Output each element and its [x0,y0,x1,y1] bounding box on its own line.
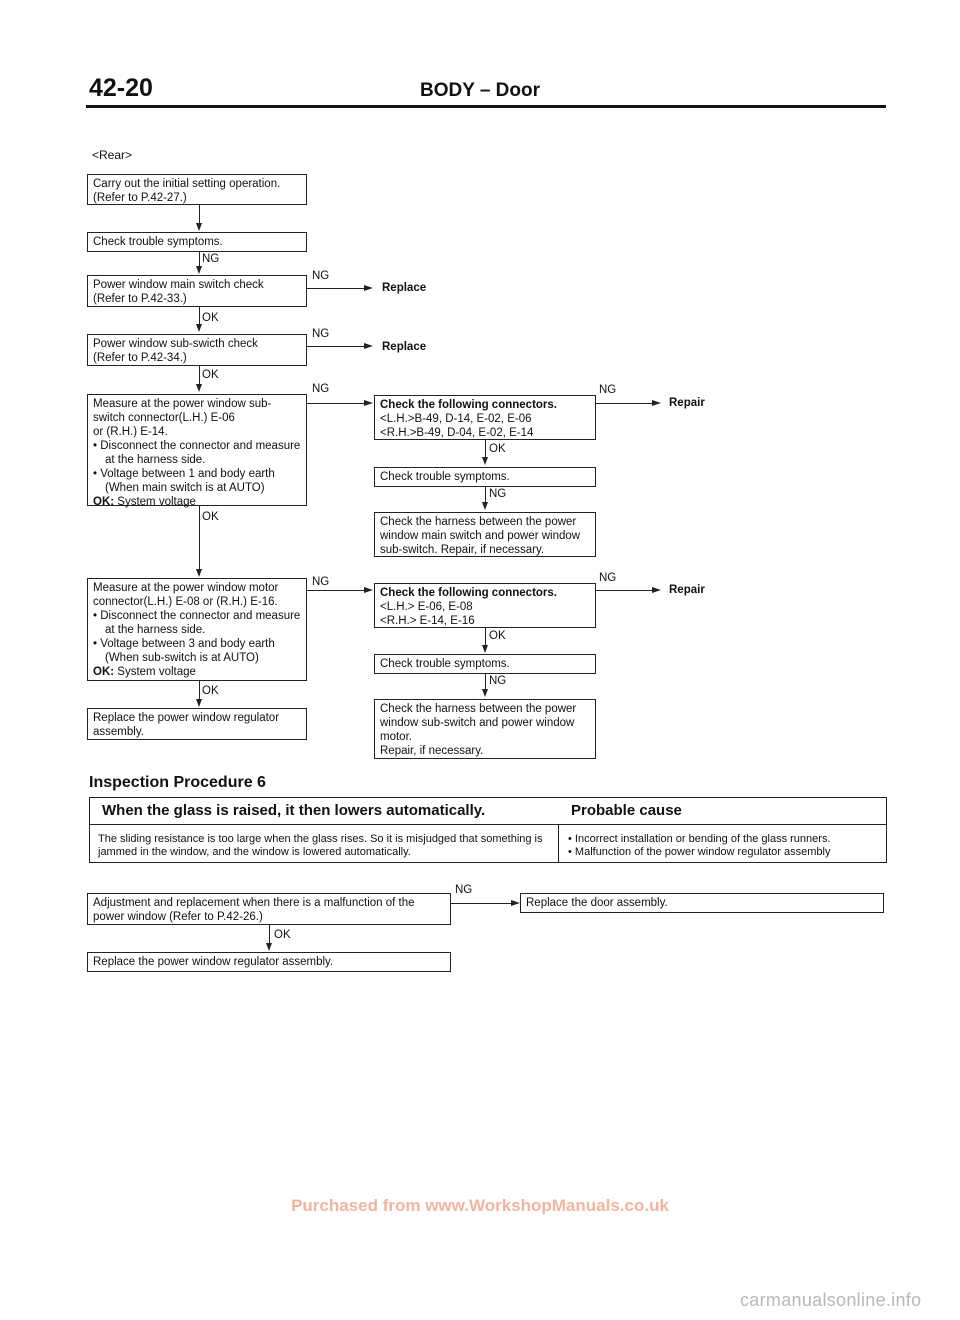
ng-label: NG [312,576,330,588]
check1-text: Check trouble symptoms. [93,236,223,248]
down-arrow-icon [196,384,202,392]
repair-result: Repair [669,397,705,409]
sub-switch-line1: Power window sub-swicth check [93,338,258,350]
down-arrow-icon [196,266,202,274]
footer-site-mark: carmanualsonline.info [740,1290,922,1310]
conn1-line1: Check the following connectors. [380,399,557,411]
right-arrow-icon [364,587,373,593]
measure2-bullet2: • Voltage between 3 and body earth (When sub-switch is at AUTO) [93,638,275,664]
ng-label: NG [489,488,507,500]
right-arrow-icon [652,400,661,406]
rear-section-tag: <Rear> [92,148,133,162]
connector-line [269,925,270,945]
sub-switch-check-box [87,334,307,366]
down-arrow-icon [266,943,272,951]
regulator2-text: Replace the power window regulator assembly. [93,956,334,968]
measure1-ok-text: System voltage [117,496,196,508]
adjust-line1: Adjustment and replacement when there is a malfunction of the [93,897,415,909]
measure2-ok-label: OK: [93,666,115,678]
measure1-line2: switch connector(L.H.) E-06 [93,412,235,424]
procedure-description: The sliding resistance is too large when the glass rises. So it is misjudged that something is jammed in the window, and the window is lowered automatically. [98,833,543,858]
initial-line1: Carry out the initial setting operation. [93,178,281,190]
down-arrow-icon [482,502,488,510]
watermark: Purchased from www.WorkshopManuals.co.uk [291,1196,669,1215]
right-arrow-icon [364,400,373,406]
ok-label: OK [202,685,219,697]
measure2-ok-text: System voltage [117,666,196,678]
right-arrow-icon [652,587,661,593]
procedure-symptom: When the glass is raised, it then lowers automatically. [102,802,486,819]
check3-text: Check trouble symptoms. [380,658,510,670]
ok-label: OK [489,630,506,642]
check-symptoms-box-2 [374,467,596,487]
harness2-line4: Repair, if necessary. [380,745,484,757]
initial-setting-box [87,174,307,205]
down-arrow-icon [482,689,488,697]
connector-line [451,903,511,904]
measure2-bullet1: • Disconnect the connector and measure at the harness side. [93,610,301,636]
replace-result: Replace [382,282,427,294]
connector-line [199,205,200,225]
sub-switch-line2: (Refer to P.42-34.) [93,352,187,364]
measure1-bullet1: • Disconnect the connector and measure at the harness side. [93,440,301,466]
ng-label: NG [312,383,330,395]
ng-label: NG [599,384,617,396]
conn2-line2: <L.H.> E-06, E-08 [380,601,473,613]
replace-result: Replace [382,341,427,353]
ng-label: NG [489,675,507,687]
initial-line2: (Refer to P.42-27.) [93,192,187,204]
check2-text: Check trouble symptoms. [380,471,510,483]
ng-label: NG [455,884,473,896]
down-arrow-icon [196,223,202,231]
connector-line [307,288,364,289]
replace-regulator-box-2 [87,952,451,972]
ok-label: OK [202,369,219,381]
measure1-line1: Measure at the power window sub- [93,398,272,410]
measure-subswitch-box [87,394,307,506]
check-symptoms-box-3 [374,654,596,674]
ok-label: OK [274,929,291,941]
measure1-bullet2: • Voltage between 1 and body earth (When main switch is at AUTO) [93,468,275,494]
connector-line [199,366,200,386]
procedure-table [89,797,887,863]
harness2-line3: motor. [380,731,412,743]
down-arrow-icon [196,569,202,577]
ok-label: OK [489,443,506,455]
measure1-ok-label: OK: [93,496,115,508]
cause-item: • Incorrect installation or bending of the glass runners. [568,833,831,845]
ng-label: NG [202,253,220,265]
page-number: 42-20 [89,74,153,102]
check-symptoms-box-1 [87,232,307,252]
conn2-line3: <R.H.> E-14, E-16 [380,615,475,627]
procedure-heading: Inspection Procedure 6 [89,774,266,791]
harness1-line1: Check the harness between the power [380,516,577,528]
conn2-line1: Check the following connectors. [380,587,557,599]
main-switch-line1: Power window main switch check [93,279,264,291]
ok-label: OK [202,511,219,523]
harness2-line2: window sub-switch and power window [380,717,575,729]
measure2-line2: connector(L.H.) E-08 or (R.H.) E-16. [93,596,278,608]
harness1-line3: sub-switch. Repair, if necessary. [380,544,545,556]
adjustment-box [87,893,451,925]
measure1-line3: or (R.H.) E-14. [93,426,168,438]
probable-cause-label: Probable cause [571,802,682,819]
connector-line [596,403,652,404]
connector-line [307,346,364,347]
measure-motor-box [87,578,307,681]
replace-door-box [520,893,884,913]
regulator-line2: assembly. [93,726,144,738]
cause-item: • Malfunction of the power window regulator assembly [568,846,831,858]
ok-label: OK [202,312,219,324]
right-arrow-icon [511,900,520,906]
down-arrow-icon [482,645,488,653]
regulator-line1: Replace the power window regulator [93,712,280,724]
ng-label: NG [312,270,330,282]
harness-check-box-1 [374,512,596,557]
harness2-line1: Check the harness between the power [380,703,577,715]
down-arrow-icon [196,324,202,332]
ng-label: NG [599,572,617,584]
connector-line [596,590,652,591]
harness1-line2: window main switch and power window [380,530,581,542]
main-switch-line2: (Refer to P.42-33.) [93,293,187,305]
page-title: BODY – Door [420,80,541,101]
door-text: Replace the door assembly. [526,897,668,909]
right-arrow-icon [364,343,373,349]
ng-label: NG [312,328,330,340]
conn1-line2: <L.H.>B-49, D-14, E-02, E-06 [380,413,532,425]
repair-result: Repair [669,584,705,596]
down-arrow-icon [482,457,488,465]
connector-line [199,681,200,701]
procedure-title-row [90,798,886,825]
right-arrow-icon [364,285,373,291]
conn1-line3: <R.H.>B-49, D-04, E-02, E-14 [380,427,534,439]
adjust-line2: power window (Refer to P.42-26.) [93,911,263,923]
measure2-line1: Measure at the power window motor [93,582,279,594]
connector-check-box-1 [374,395,596,440]
header-divider [86,105,886,108]
connector-line [307,403,364,404]
main-switch-check-box [87,275,307,307]
connector-check-box-2 [374,583,596,628]
probable-causes-list [568,833,831,859]
harness-check-box-2 [374,699,596,759]
connector-line [199,506,200,570]
replace-regulator-box [87,708,307,740]
down-arrow-icon [196,699,202,707]
connector-line [307,590,364,591]
procedure-divider [558,824,559,862]
